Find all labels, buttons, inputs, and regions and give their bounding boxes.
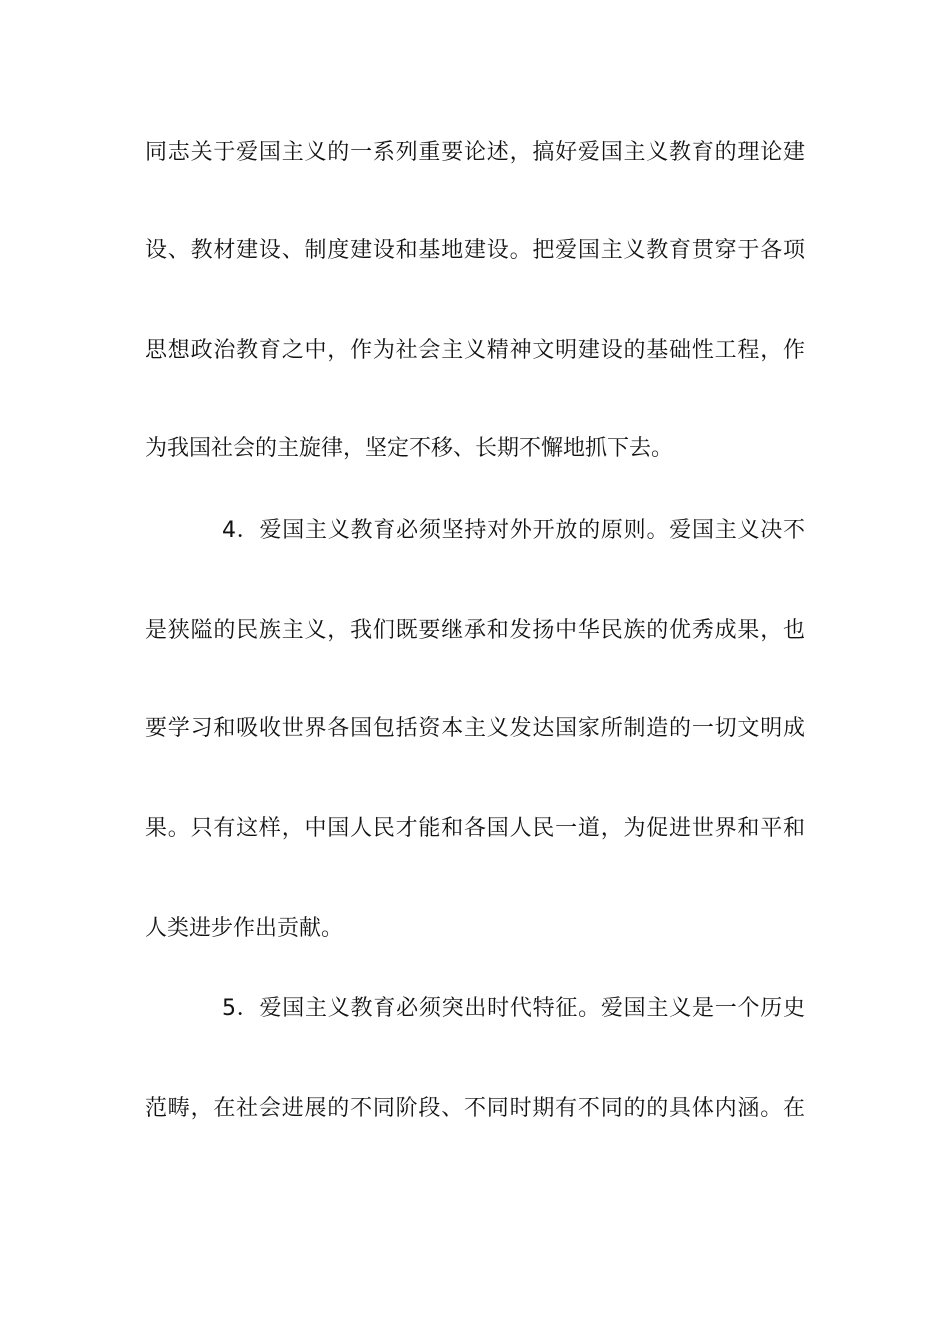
paragraph-line: 设、教材建设、制度建设和基地建设。把爱国主义教育贯穿于各项 bbox=[145, 238, 805, 263]
paragraph-line: 要学习和吸收世界各国包括资本主义发达国家所制造的一切文明成 bbox=[145, 716, 805, 741]
paragraph-line: 范畴，在社会进展的不同阶段、不同时期有不同的的具体内涵。在 bbox=[145, 1096, 805, 1121]
paragraph-line: 为我国社会的主旋律，坚定不移、长期不懈地抓下去。 bbox=[145, 436, 674, 461]
numbered-paragraph-line: 5．爱国主义教育必须突出时代特征。爱国主义是一个历史 bbox=[222, 996, 805, 1021]
paragraph-line: 果。只有这样，中国人民才能和各国人民一道，为促进世界和平和 bbox=[145, 816, 805, 841]
paragraph-line: 人类进步作出贡献。 bbox=[145, 916, 344, 941]
numbered-paragraph-line: 4．爱国主义教育必须坚持对外开放的原则。爱国主义决不 bbox=[222, 518, 805, 543]
paragraph-line: 同志关于爱国主义的一系列重要论述，搞好爱国主义教育的理论建 bbox=[145, 140, 805, 165]
paragraph-line: 是狭隘的民族主义，我们既要继承和发扬中华民族的优秀成果，也 bbox=[145, 618, 805, 643]
paragraph-line: 思想政治教育之中，作为社会主义精神文明建设的基础性工程，作 bbox=[145, 338, 805, 363]
